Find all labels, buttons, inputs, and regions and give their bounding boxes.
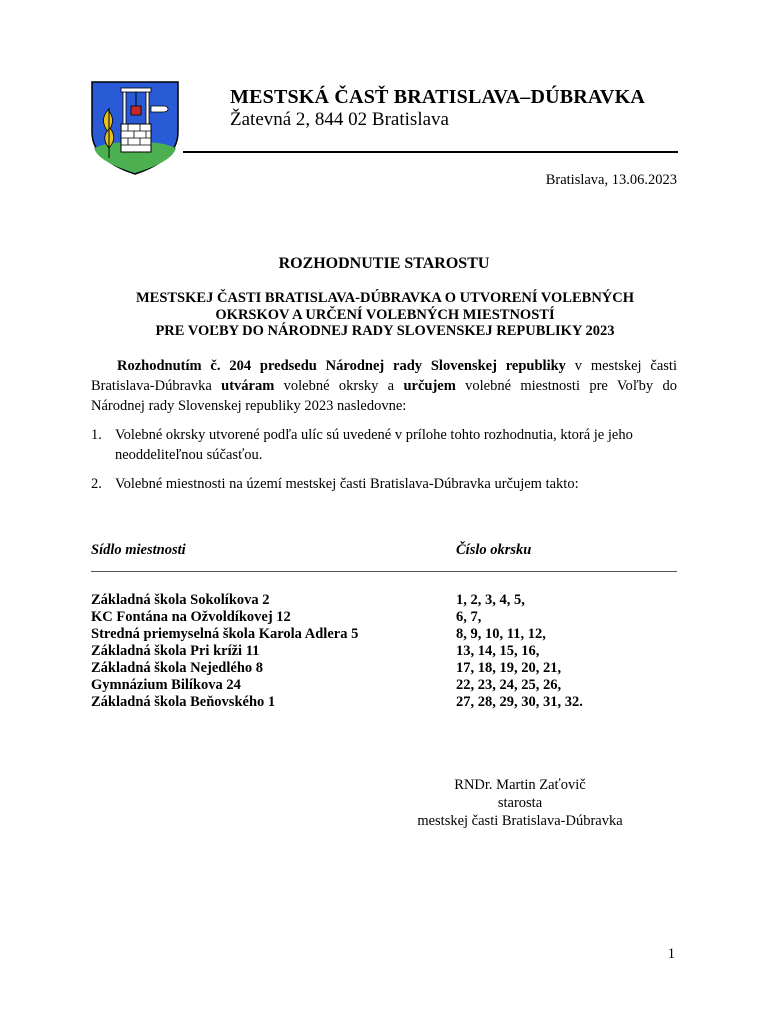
page-number: 1 [667, 946, 675, 962]
list-item [91, 425, 677, 465]
table-row [91, 660, 677, 677]
intro-paragraph [91, 356, 677, 416]
document-title: ROZHODNUTIE STAROSTU [278, 255, 490, 272]
district-numbers: 13, 14, 15, 16, [456, 643, 540, 659]
intro-bold-decision: Rozhodnutím č. 204 predsedu Národnej rady Slovenskej republiky [117, 358, 566, 374]
list-item [91, 474, 677, 494]
document-date: Bratislava, 13.06.2023 [545, 172, 677, 188]
intro-text: v mestskej časti Bratislava-Dúbravka [91, 358, 677, 394]
intro-text: volebné okrsky a [274, 378, 404, 394]
district-numbers: 27, 28, 29, 30, 31, 32. [456, 694, 583, 710]
table-row [91, 609, 677, 626]
list-text: Volebné okrsky utvorené podľa ulíc sú uvedené v prílohe tohto rozhodnutia, ktorá je jeho neoddeliteľnou súčasťou. [115, 427, 633, 463]
document-subtitle [90, 290, 680, 340]
table-row [91, 677, 677, 694]
district-numbers: 6, 7, [456, 609, 482, 625]
district-numbers: 22, 23, 24, 25, 26, [456, 677, 562, 693]
list-number: 2. [91, 476, 102, 492]
signatory-unit: mestskej časti Bratislava-Dúbravka [417, 813, 623, 829]
district-numbers: 1, 2, 3, 4, 5, [456, 592, 525, 608]
subtitle-line: MESTSKEJ ČASTI BRATISLAVA-DÚBRAVKA O UTVORENÍ VOLEBNÝCH [135, 290, 635, 306]
table-divider [91, 571, 677, 572]
coat-of-arms [88, 80, 182, 176]
station-location: Stredná priemyselná škola Karola Adlera 5 [91, 626, 359, 642]
list-text: Volebné miestnosti na území mestskej časti Bratislava-Dúbravka určujem takto: [115, 476, 579, 492]
table-row [91, 643, 677, 660]
station-location: Základná škola Sokolíkova 2 [91, 592, 270, 608]
table-header-location: Sídlo miestnosti [91, 542, 186, 558]
subtitle-line: PRE VOĽBY DO NÁRODNEJ RADY SLOVENSKEJ REPUBLIKY 2023 [155, 323, 615, 339]
header-divider [183, 151, 678, 153]
station-location: Základná škola Nejedlého 8 [91, 660, 264, 676]
list-number: 1. [91, 427, 102, 443]
table-row [91, 592, 677, 609]
intro-bold-verb: určujem [403, 378, 456, 394]
signatory-name: RNDr. Martin Zaťovič [454, 777, 586, 793]
district-numbers: 8, 9, 10, 11, 12, [456, 626, 546, 642]
polling-stations-table [91, 592, 677, 711]
station-location: Základná škola Beňovského 1 [91, 694, 276, 710]
station-location: Základná škola Pri kríži 11 [91, 643, 260, 659]
table-header-district: Číslo okrsku [456, 542, 532, 558]
table-row [91, 694, 677, 711]
subtitle-line: OKRSKOV A URČENÍ VOLEBNÝCH MIESTNOSTÍ [215, 306, 555, 323]
intro-text: volebné miestnosti pre Voľby do Národnej rady Slovenskej republiky 2023 nasledovne: [91, 378, 677, 414]
intro-bold-verb: utváram [221, 378, 275, 394]
table-row [91, 626, 677, 643]
organization-name: MESTSKÁ ČASŤ BRATISLAVA–DÚBRAVKA [230, 86, 646, 108]
organization-address: Žatevná 2, 844 02 Bratislava [230, 109, 449, 130]
signatory-role: starosta [497, 795, 543, 811]
station-location: KC Fontána na Ožvoldíkovej 12 [91, 609, 291, 625]
station-location: Gymnázium Bilíkova 24 [91, 677, 241, 693]
signature-block [400, 776, 640, 830]
district-numbers: 17, 18, 19, 20, 21, [456, 660, 562, 676]
